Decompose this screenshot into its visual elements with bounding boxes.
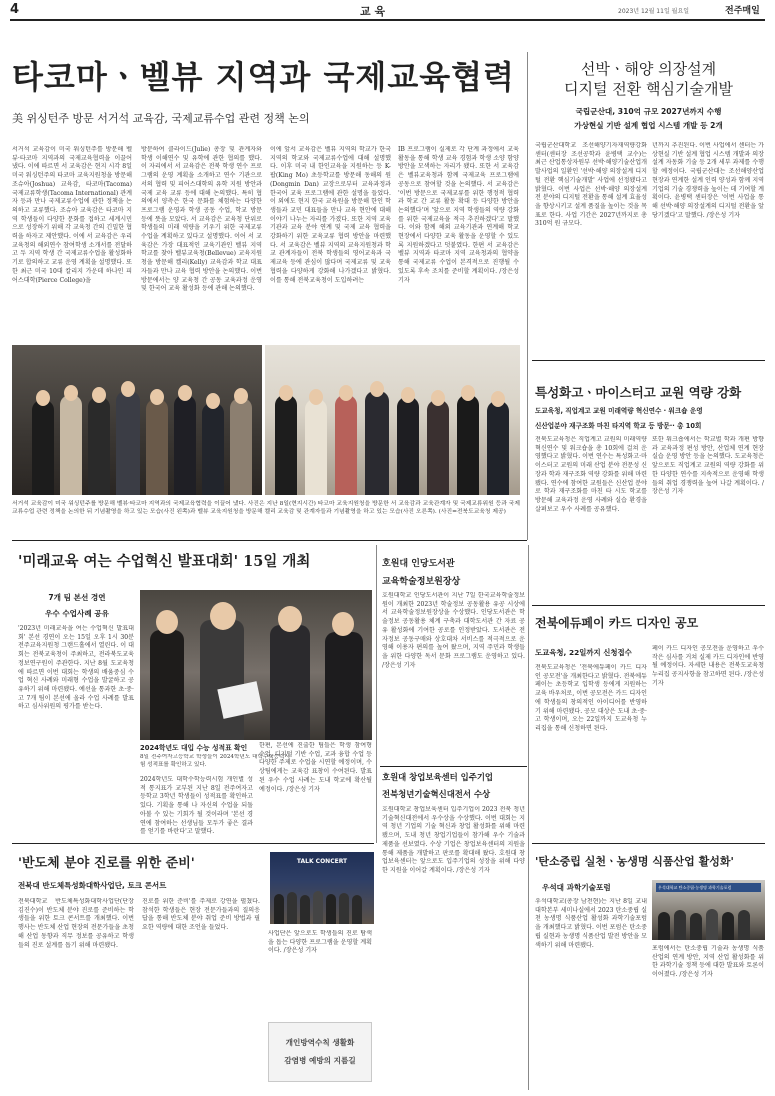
ad-line2: 감염병 예방의 지름길	[284, 1056, 356, 1065]
main-photo-left	[12, 345, 262, 495]
carbon-photo	[652, 880, 765, 940]
column-divider	[528, 545, 529, 1090]
carbon-title: '탄소중립 실천ㆍ농생명 식품산업 활성화'	[535, 855, 734, 868]
startup-title-line1: 호원대 창업보육센터 입주기업	[382, 772, 494, 782]
edupay-title: 전북에듀페이 카드 디자인 공모	[535, 616, 699, 630]
ship-sub-line2: 가상현실 기반 설계 협업 시스템 개발 등 2개	[574, 121, 723, 130]
innovation-sub-line1: 7개 팀 본선 경연	[48, 593, 106, 602]
library-title-line2: 교육학술정보원장상	[382, 577, 461, 587]
meister-sub-line1: 도교육청, 직업계고 교원 미래역량 혁신연수 · 워크숍 운영	[535, 407, 703, 415]
section-rule	[380, 766, 527, 767]
meister-title: 특성화고ㆍ마이스터고 교원 역량 강화	[535, 385, 742, 400]
main-subheadline: 美 위싱턴주 방문 서거석 교육감, 국제교류수업 관련 정책 논의	[12, 112, 310, 125]
main-article-col3: 이에 앞서 교육감은 벨뷰 지역의 학교가 한국 지역의 학교와 국제교류수업에 대해 설명했다. 이후 미국 내 한인교육을 지원하는 등 K-팝(King Mo) 초등학교를 방문해 동해의 원(Dongmin Dan) 교장으로부터 교육과정과 한국어 교육 프로그램에 관한 설명을 들었다. 이 외에도 현지 한국 교육원을 방문해 한인 학생들과 교민 대표들을 만나 교육 현안에 대해 이야기 나누는 자리를 가졌다. 또한 지역 교육기관과 교육 분야 연계 및 국제 교육 협력을 강화하기 위한 교육교류 협력 방안을 마련했다. 서 교육감은 벨뷰 지역의 교육지원청과 학교 관계자들이 전북 학생들의 영어교육과 국제교육 등에 관심이 많다며 국제교류 및 교육 협력을 다양하게 강화해 나가겠다고 밝혔다. 이를 통해 전북교육청이 도입하려는	[270, 146, 391, 284]
ship-title-line1: 선박ㆍ해양 의장설계	[580, 60, 717, 78]
edupay-col1: 전북도교육청은 '전북에듀페이 카드 디자인 공모전'을 개최한다고 밝혔다. 전북에듀페이는 초등학교 입학생 등에게 지원하는 교육 바우처로, 이번 공모전은 카드 디자인에 학생들의 창의적인 아이디어를 반영하기 위해 마련됐다. 공모 대상은 도내 초·중·고 학생이며, 오는 22일까지 도교육청 누리집을 통해 신청하면 된다.	[535, 664, 647, 732]
innovation-photo	[140, 590, 372, 740]
library-title-line1: 호원대 인당도서관	[382, 559, 455, 569]
meister-col1: 전북도교육청은 직업계고 교원의 미래역량 혁신연수 및 워크숍을 총 10회에 걸쳐 운영했다고 밝혔다. 이번 연수는 특성화고·마이스터고 교원의 미래 산업 분야 전문성 신장과 학과 재구조화 역량 강화를 위해 마련됐다. 연수에 참여한 교원들은 신산업 분야로 학과 재구조화를 마친 타 시도 학교를 방문해 교육과정 운영 사례와 실습 환경을 살펴보고 우수 사례를 공유했다.	[535, 436, 647, 513]
semi-col1: 전북대학교 반도체특성화대학사업단(단장 김진수)이 반도체 분야 진로를 준비하는 학생들을 위한 토크 콘서트를 개최했다. 이번 행사는 반도체 산업 현장의 전문가들을 초청해 산업 동향과 직무 정보를 공유하고 학생들의 진로 설계를 돕기 위해 마련됐다.	[18, 898, 134, 949]
page-number: 4	[10, 2, 20, 17]
innovation-col1: '2023년 미래교육을 여는 수업혁신 발표대회' 본선 경연이 오는 15일 오후 1시 30분 전주교육지원청 그랜드홀에서 열린다. 이 대회는 전북교육청이 주최하고, 전라북도교육정보연구원이 주관한다. 지난 8월 도교육청에 따르면 이번 대회는 학생의 배움중심 수업 혁신 사례와 미래형 수업을 발굴하고 공유하기 위해 마련됐다. 예선을 통과한 초·중·고 7개 팀이 본선에 올라 수업 사례를 발표하고 심사위원의 평가를 받는다.	[18, 625, 134, 711]
ad-line1: 개인방역수칙 생활화	[285, 1038, 355, 1047]
main-article-col1: 서거석 교육감이 미국 워싱턴주를 방문해 벨뷰·타코마 지역과의 국제교육협력을 이끌어 냈다. 이에 따르면 서 교육감은 현지 시각 8일 미국 워싱턴주의 타코마 교육지원청을 방문해 조슈아(Joshua) 교육감, 타코마(Tacoma) 국제교류학생(Tacoma International) 관계자 등과 만나 국제교류수업에 관한 정책을 논의하고 교류했다. 조슈아 교육감은 타코마 지역 학생들이 다양한 문화를 접하고 세계시민으로 성장하기 위해 각 교육청 간의 긴밀한 협력을 하자고 제안했다. 이에 서 교육감은 우리 교육청의 해외연수 참여학생 소개서를 전달하고 두 지역 학생 간 국제교류수업을 활성화하기로 합의하고 교류 운영 계획을 설명했다. 또한 최근 미국 10대 칼리지 가운데 하나인 피어스대학(Pierce College)을	[12, 146, 132, 284]
edupay-col2: 페이 카드 디자인 공모전을 운영하고 우수작은 심사를 거쳐 실제 카드 디자인에 반영될 예정이다. 자세한 내용은 전북도교육청 누리집 공지사항을 참고하면 된다. /장은성 기자	[652, 645, 764, 687]
innovation-photo-caption2: 8일 전주여자고등학교 학생들이 2024학년도 대학수학능력시험 성적표를 확인하고 있다.	[140, 754, 290, 768]
ship-sub-line1: 국립군산대, 310억 규모 2027년까지 수행	[575, 107, 722, 116]
startup-body: 호원대학교 창업보육센터 입주기업이 2023 전북 청년기술혁신대전에서 우수상을 수상했다. 이번 대회는 지역 청년 기업의 기술 혁신과 창업 활성화를 위해 마련됐으며, 도내 청년 창업기업들이 참가해 우수 기술과 제품을 선보였다. 수상 기업은 창업보육센터의 지원을 통해 제품을 개발하고 판로를 확대해 왔다. 호원대 창업보육센터는 앞으로도 입주기업의 성장을 위해 다양한 지원을 이어갈 계획이다. /장은성 기자	[382, 806, 525, 874]
main-headline: 타코마ㆍ벨뷰 지역과 국제교육협력	[12, 58, 515, 96]
carbon-sub: 우석대 과학기술포럼	[542, 883, 611, 892]
masthead-rule	[10, 19, 765, 21]
ship-col2: 년까지 추진된다. 이번 사업에서 센터는 가상현실 기반 설계 협업 시스템 개발과 의장설계 자동화 기술 등 2개 세부 과제를 수행할 예정이다. 국립군산대는 조선해양산업 현장과 연계한 설계 인력 양성과 함께 지역 기업의 기술 경쟁력을 높이는 데 기여할 계획이다. 윤병택 센터장은 '이번 사업을 통해 선박·해양 의장설계의 디지털 전환을 앞당기겠다'고 말했다. /장은성 기자	[652, 142, 764, 219]
section-rule	[12, 843, 374, 844]
ad-box	[268, 1022, 372, 1082]
edupay-sub: 도교육청, 22일까지 신청접수	[535, 648, 632, 657]
innovation-col3: 한편, 본선에 진출한 팀들은 학생 참여형 수업, 디지털 기반 수업, 교과 융합 수업 등 다양한 주제로 수업을 시연할 예정이며, 수상팀에게는 교육감 표창이 수여된다. 발표된 우수 수업 사례는 도내 학교에 확산될 예정이다. /장은성 기자	[259, 742, 372, 793]
innovation-col2: 2024학년도 대학수학능력시험 개인별 성적 통지표가 교부된 지난 8일 전주여자고등학교 3학년 학생들이 성적표를 확인하고 있다. 기획을 통해 나 자신의 수업을 되돌아볼 수 있는 기회가 될 것이라며 '본선 경연에 참여하는 선생님들 모두가 좋은 결과를 얻기를 바란다'고 말했다.	[140, 776, 253, 836]
column-divider	[376, 545, 377, 843]
paper-name: 전주매일	[725, 6, 760, 16]
section-rule	[532, 360, 765, 361]
carbon-col2: 포럼에서는 탄소중립 기술과 농생명 식품산업의 연계 방안, 지역 산업 활성화를 위한 과학기술 정책 등에 대한 발표와 토론이 이어졌다. /장은성 기자	[652, 945, 764, 979]
section-title: 교 육	[360, 5, 386, 18]
innovation-sub-line2: 우수 수업사례 공유	[45, 609, 109, 618]
semi-photo-banner: TALK CONCERT	[296, 858, 348, 865]
section-rule	[12, 540, 527, 541]
startup-title-line2: 전북청년기술혁신대전서 수상	[382, 789, 491, 799]
date-line: 2023년 12월 11일 월요일	[618, 8, 690, 15]
library-body: 호원대학교 인당도서관이 지난 7일 한국교육학술정보원이 개최한 2023년 학술정보 공동활용 유공 시상에서 교육학술정보원장상을 수상했다. 인당도서관은 학술정보 공동활용 체계 구축과 대학도서관 간 자료 공유 활성화에 기여한 공로를 인정받았다. 도서관은 전자정보 공동구매와 상호대차 서비스를 적극적으로 운영해 이용자 편의를 높여 왔으며, 지역 주민과 학생들을 위한 다양한 독서 문화 프로그램도 운영하고 있다. /장은성 기자	[382, 592, 525, 669]
semi-headline: '반도체 분야 진로를 위한 준비'	[18, 856, 195, 871]
innovation-headline: '미래교육 여는 수업혁신 발표대회' 15일 개최	[18, 553, 311, 570]
semi-col2: 진로를 위한 준비'를 주제로 강연을 펼쳤다. 참석한 학생들은 현장 전문가들과의 질의응답을 통해 반도체 분야 취업 준비 방법과 필요한 역량에 대한 조언을 들었다.	[142, 898, 260, 932]
main-photo-caption: 서거석 교육감이 미국 워싱턴주를 방문해 벨뷰·타코마 지역과의 국제교육협력을 이끌어 냈다. 사진은 지난 8일(현지시간) 타코마 교육지원청을 방문한 서 교육감과 교육관계자 및 국제교류위원 등과 국제교류수업 관련 정책을 논의한 뒤 기념촬영을 하고 있는 모습(사진 왼쪽)과 벨뷰 교육지원청을 방문해 켈리 교육감 및 관계자들과 기념촬영을 하고 있는 모습(사진 오른쪽). (사진=전북도교육청 제공)	[12, 501, 520, 516]
meister-col2: 또한 워크숍에서는 학교별 학과 개편 방향과 교육과정 편성 방안, 산업체 연계 현장실습 운영 방안 등을 논의했다. 도교육청은 앞으로도 직업계고 교원의 역량 강화를 위한 다양한 연수를 지속적으로 운영해 학생들의 취업 경쟁력을 높여 나갈 계획이다. /장은성 기자	[652, 436, 764, 496]
carbon-photo-banner: 우석대학교 탄소중립·농생명 과학기술포럼	[656, 883, 761, 892]
main-article-col4: IB 프로그램이 실제로 각 단계 과정에서 교육활동을 통해 학생 교육 경험과 학생 소양 함양 방안을 모색하는 자리가 됐다. 또한 서 교육감은 벨뷰교육청과 함께 국제교육 프로그램에 공동으로 참여할 것을 논의했다. 서 교육감은 '이번 방문으로 국제교류를 위한 행정적 협력과 학교 간 교류 활동 확대 등 다양한 방안을 논의했다'며 '앞으로 지역 학생들의 역량 강화를 위한 국제교육을 적극 추진하겠다'고 말했다. 이와 함께 해외 교육기관과 연계해 학교 현장에서 다양한 교육 활동을 운영할 수 있도록 지원하겠다고 덧붙였다. 한편 서 교육감은 벨뷰 지역과 타코마 지역 교육청과의 협약을 통해 국제교류 수업이 본격적으로 진행될 수 있도록 후속 조치를 준비할 계획이다. /장은성 기자	[398, 146, 519, 284]
innovation-photo-caption: 2024학년도 대입 수능 성적표 확인	[140, 744, 248, 752]
carbon-col1: 우석대학교(총장 남천현)는 지난 8일 교내 대학본부 세미나실에서 2023 탄소중립 실천 농생명 식품산업 활성화 과학기술포럼을 개최했다고 밝혔다. 이번 포럼은 탄소중립 실현과 농생명 식품산업 발전 방안을 모색하기 위해 마련됐다.	[535, 898, 647, 949]
section-rule	[532, 843, 765, 844]
semi-col3: 사업단은 앞으로도 학생들의 진로 탐색을 돕는 다양한 프로그램을 운영할 계획이다. /장은성 기자	[268, 930, 372, 955]
semi-photo	[270, 852, 374, 924]
ship-col1: 국립군산대학교 조선해양기자재역량강화센터(센터장 조선공학과 윤병택 교수)는 최근 산업통상자원부 선박·해양기술산업개발사업의 일환인 '선박·해양 의장설계 디지털 전환 핵심기술개발' 사업에 선정됐다고 밝혔다. 이번 사업은 선박·해양 의장설계 전 분야의 디지털 전환을 통해 설계 효율성을 향상시키고 설계 품질을 높이는 것을 목표로 한다. 사업 기간은 2027년까지로 총 310억 원 규모다.	[535, 142, 647, 228]
main-photo-right	[265, 345, 520, 495]
section-rule	[532, 605, 765, 606]
ship-title-line2: 디지털 전환 핵심기술개발	[564, 80, 733, 98]
semi-sub: 전북대 반도체특성화대학사업단, 토크 콘서트	[18, 881, 167, 890]
meister-sub-line2: 신산업분야 재구조화 마친 타지역 학교 등 방문·· 총 10회	[535, 422, 702, 430]
main-article-col2: 방문하여 클라이드(Julie) 총장 및 관계자와 학생 이해연수 및 유학에 관한 협의를 했다. 이 자리에서 서 교육감은 전북 학생 연수 프로그램의 운영 계획을 소개하고 연수 기관으로서의 협력 및 피어스대학의 유학 지원 방안과 국제 교육 교류 등에 대해 논의했다. 특히 협의에서 양측은 한국 문화를 체험하는 다양한 프로그램 운영과 학생 공동 수업, 학교 방문 등에 뜻을 모았다. 서 교육감은 교육청 단위로 학생들의 미래 역량을 키우기 위한 국제교류수업을 계획하고 있다고 설명했다. 이어 서 교육감은 가장 대표적인 교육기관인 벨뷰 지역 학교를 찾아 벨뷰교육청(Bellevue) 교육지원청을 방문해 켈리(Kelly) 교육감과 학교 대표자들과 만나 교육 협력 방안을 논의했다. 이번 방문에서는 양 교육청 간 공동 교육과정 운영 및 한국어 교육 활성화 등에 관해 논의했다.	[141, 146, 262, 293]
column-divider	[527, 52, 528, 540]
